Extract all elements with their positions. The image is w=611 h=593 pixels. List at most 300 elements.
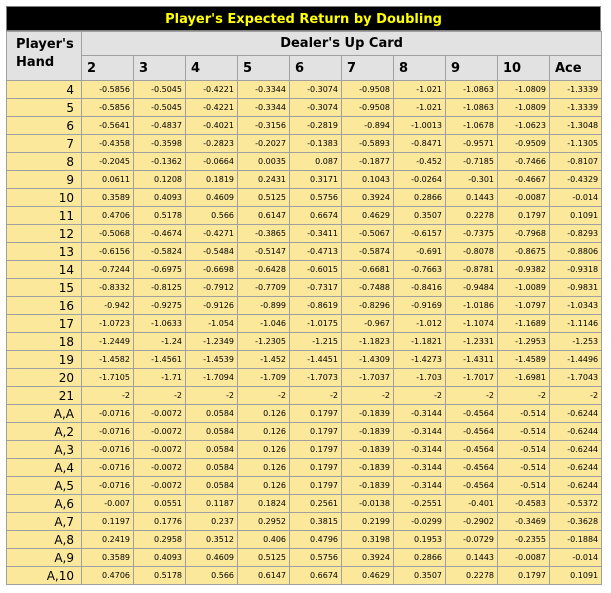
return-value-cell: 0.1797: [498, 567, 550, 585]
return-value-cell: 0.4609: [186, 549, 238, 567]
return-value-cell: -0.1877: [342, 153, 394, 171]
return-value-cell: 0.1043: [342, 171, 394, 189]
table-row: [7, 225, 602, 243]
player-hand-label: 19: [7, 351, 82, 369]
return-value-cell: 0.5178: [134, 567, 186, 585]
return-value-cell: -0.3144: [394, 477, 446, 495]
return-value-cell: -0.3865: [238, 225, 290, 243]
return-value-cell: 0.1797: [290, 405, 342, 423]
return-value-cell: 0.6147: [238, 207, 290, 225]
return-value-cell: 0.126: [238, 477, 290, 495]
return-value-cell: 0.2958: [134, 531, 186, 549]
column-header: 9: [446, 56, 498, 81]
return-value-cell: -0.3144: [394, 405, 446, 423]
return-value-cell: -0.4221: [186, 81, 238, 99]
table-body: [7, 81, 602, 585]
return-value-cell: -0.8619: [290, 297, 342, 315]
table-row: [7, 207, 602, 225]
return-value-cell: 0.1187: [186, 495, 238, 513]
return-value-cell: 0.1797: [290, 477, 342, 495]
return-value-cell: -0.9275: [134, 297, 186, 315]
player-hand-label: 15: [7, 279, 82, 297]
return-value-cell: -0.9508: [342, 81, 394, 99]
return-value-cell: -0.6015: [290, 261, 342, 279]
player-hand-label: A,9: [7, 549, 82, 567]
table-row: [7, 135, 602, 153]
return-value-cell: -1.2449: [82, 333, 134, 351]
return-value-cell: -0.301: [446, 171, 498, 189]
return-value-cell: -0.9318: [550, 261, 602, 279]
return-value-cell: -0.2551: [394, 495, 446, 513]
return-value-cell: -1.2953: [498, 333, 550, 351]
player-hand-label: 16: [7, 297, 82, 315]
return-value-cell: -1.6981: [498, 369, 550, 387]
return-value-cell: 0.3507: [394, 207, 446, 225]
return-value-cell: -0.2027: [238, 135, 290, 153]
return-value-cell: -1.7073: [290, 369, 342, 387]
column-header-row: [7, 56, 602, 81]
return-value-cell: -0.8125: [134, 279, 186, 297]
return-value-cell: -1.3048: [550, 117, 602, 135]
return-value-cell: 0.1797: [290, 441, 342, 459]
return-value-cell: -1.2349: [186, 333, 238, 351]
return-value-cell: -0.4674: [134, 225, 186, 243]
return-value-cell: -1.4309: [342, 351, 394, 369]
return-value-cell: 0.126: [238, 405, 290, 423]
column-header: 4: [186, 56, 238, 81]
return-value-cell: -0.3628: [550, 513, 602, 531]
return-value-cell: 0.2561: [290, 495, 342, 513]
return-value-cell: -1.253: [550, 333, 602, 351]
return-value-cell: 0.3589: [82, 189, 134, 207]
return-value-cell: -1.7017: [446, 369, 498, 387]
return-value-cell: -1.0797: [498, 297, 550, 315]
return-value-cell: 0.0611: [82, 171, 134, 189]
return-value-cell: -2: [550, 387, 602, 405]
player-hand-header: Player's Hand: [7, 32, 82, 81]
return-value-cell: -0.7709: [238, 279, 290, 297]
player-hand-label: 21: [7, 387, 82, 405]
return-value-cell: -0.7968: [498, 225, 550, 243]
return-value-cell: -0.4564: [446, 477, 498, 495]
return-value-cell: -0.514: [498, 441, 550, 459]
player-hand-label: 4: [7, 81, 82, 99]
return-value-cell: -0.3598: [134, 135, 186, 153]
return-value-cell: -1.0863: [446, 99, 498, 117]
return-value-cell: -0.4358: [82, 135, 134, 153]
return-value-cell: -0.8332: [82, 279, 134, 297]
return-value-cell: -0.401: [446, 495, 498, 513]
return-value-cell: 0.3198: [342, 531, 394, 549]
return-value-cell: -1.0186: [446, 297, 498, 315]
player-hand-label: A,2: [7, 423, 82, 441]
return-value-cell: -0.4564: [446, 441, 498, 459]
table-row: [7, 567, 602, 585]
table-row: [7, 495, 602, 513]
return-value-cell: -0.8416: [394, 279, 446, 297]
return-value-cell: -0.1839: [342, 441, 394, 459]
player-hand-label: A,6: [7, 495, 82, 513]
return-value-cell: -0.9509: [498, 135, 550, 153]
table-row: [7, 369, 602, 387]
return-value-cell: -0.4221: [186, 99, 238, 117]
return-value-cell: -0.7466: [498, 153, 550, 171]
return-value-cell: -1.0089: [498, 279, 550, 297]
return-value-cell: -1.0863: [446, 81, 498, 99]
return-value-cell: 0.2866: [394, 549, 446, 567]
dealer-up-card-header: Dealer's Up Card: [82, 32, 602, 56]
table-row: [7, 243, 602, 261]
return-value-cell: -0.3144: [394, 441, 446, 459]
return-value-cell: 0.126: [238, 441, 290, 459]
return-value-cell: 0.6674: [290, 567, 342, 585]
return-value-cell: -0.0072: [134, 459, 186, 477]
return-value-cell: -0.007: [82, 495, 134, 513]
return-value-cell: -1.0633: [134, 315, 186, 333]
return-value-cell: -0.0072: [134, 441, 186, 459]
return-value-cell: 0.4093: [134, 189, 186, 207]
table-row: [7, 459, 602, 477]
return-value-cell: 0.237: [186, 513, 238, 531]
player-hand-label: 10: [7, 189, 82, 207]
return-value-cell: -0.7185: [446, 153, 498, 171]
return-value-cell: -1.0623: [498, 117, 550, 135]
return-value-cell: 0.0584: [186, 459, 238, 477]
player-hand-label: A,A: [7, 405, 82, 423]
return-value-cell: -2: [82, 387, 134, 405]
return-value-cell: -0.691: [394, 243, 446, 261]
return-value-cell: -0.1884: [550, 531, 602, 549]
return-value-cell: -0.8781: [446, 261, 498, 279]
player-hand-label: 12: [7, 225, 82, 243]
return-value-cell: 0.1953: [394, 531, 446, 549]
column-header: 10: [498, 56, 550, 81]
player-hand-label: 8: [7, 153, 82, 171]
return-value-cell: -0.3344: [238, 99, 290, 117]
player-hand-label: A,8: [7, 531, 82, 549]
return-value-cell: 0.0584: [186, 405, 238, 423]
return-value-cell: -1.021: [394, 99, 446, 117]
return-value-cell: -0.2823: [186, 135, 238, 153]
player-hand-label: 13: [7, 243, 82, 261]
return-value-cell: -0.967: [342, 315, 394, 333]
return-value-cell: -0.0716: [82, 441, 134, 459]
return-value-cell: -0.514: [498, 405, 550, 423]
table-row: [7, 477, 602, 495]
return-value-cell: 0.3924: [342, 549, 394, 567]
return-value-cell: -1.4539: [186, 351, 238, 369]
return-value-cell: -1.4451: [290, 351, 342, 369]
table-row: [7, 117, 602, 135]
return-value-cell: -0.5372: [550, 495, 602, 513]
return-value-cell: 0.5125: [238, 549, 290, 567]
return-value-cell: -0.4564: [446, 459, 498, 477]
return-value-cell: -1.1823: [342, 333, 394, 351]
return-value-cell: 0.2431: [238, 171, 290, 189]
return-value-cell: -0.0664: [186, 153, 238, 171]
return-value-cell: -0.4021: [186, 117, 238, 135]
return-value-cell: 0.3512: [186, 531, 238, 549]
return-value-cell: -0.4564: [446, 405, 498, 423]
return-value-cell: -0.014: [550, 549, 602, 567]
return-value-cell: 0.2278: [446, 207, 498, 225]
return-value-cell: -0.6681: [342, 261, 394, 279]
return-value-cell: -0.5068: [82, 225, 134, 243]
return-value-cell: -1.1074: [446, 315, 498, 333]
return-value-cell: 0.126: [238, 423, 290, 441]
return-value-cell: -0.452: [394, 153, 446, 171]
table-title: Player's Expected Return by Doubling: [6, 6, 601, 31]
return-value-cell: -0.6244: [550, 441, 602, 459]
return-value-cell: -1.71: [134, 369, 186, 387]
return-value-cell: 0.1797: [290, 459, 342, 477]
return-value-cell: 0.0035: [238, 153, 290, 171]
table-row: [7, 513, 602, 531]
return-value-cell: -1.4496: [550, 351, 602, 369]
return-value-cell: 0.566: [186, 207, 238, 225]
return-value-cell: -0.3074: [290, 99, 342, 117]
return-value-cell: 0.3815: [290, 513, 342, 531]
player-hand-label: 20: [7, 369, 82, 387]
column-header: 6: [290, 56, 342, 81]
return-value-cell: -0.1362: [134, 153, 186, 171]
table-row: [7, 297, 602, 315]
return-value-cell: -0.0729: [446, 531, 498, 549]
return-value-cell: -0.5147: [238, 243, 290, 261]
return-value-cell: -0.942: [82, 297, 134, 315]
return-value-cell: -0.2819: [290, 117, 342, 135]
return-value-cell: 0.4629: [342, 207, 394, 225]
table-row: [7, 315, 602, 333]
return-value-cell: -0.3144: [394, 423, 446, 441]
table-row: [7, 279, 602, 297]
player-hand-label: 18: [7, 333, 82, 351]
return-value-cell: -0.9508: [342, 99, 394, 117]
table-row: [7, 405, 602, 423]
return-value-cell: 0.0584: [186, 423, 238, 441]
table-row: [7, 423, 602, 441]
return-value-cell: 0.0584: [186, 477, 238, 495]
table-row: [7, 387, 602, 405]
return-value-cell: -0.9382: [498, 261, 550, 279]
return-value-cell: -0.7244: [82, 261, 134, 279]
return-value-cell: 0.566: [186, 567, 238, 585]
return-value-cell: -0.6975: [134, 261, 186, 279]
return-value-cell: 0.2199: [342, 513, 394, 531]
return-value-cell: -0.4583: [498, 495, 550, 513]
return-value-cell: -1.2331: [446, 333, 498, 351]
return-value-cell: -0.514: [498, 423, 550, 441]
return-value-cell: -2: [238, 387, 290, 405]
return-value-cell: -0.514: [498, 477, 550, 495]
column-header: 2: [82, 56, 134, 81]
return-value-cell: -0.4837: [134, 117, 186, 135]
return-value-cell: 0.1819: [186, 171, 238, 189]
return-value-cell: -1.054: [186, 315, 238, 333]
return-value-cell: -0.5045: [134, 99, 186, 117]
return-value-cell: 0.6147: [238, 567, 290, 585]
return-value-cell: 0.3507: [394, 567, 446, 585]
return-value-cell: 0.2952: [238, 513, 290, 531]
return-value-cell: -0.4713: [290, 243, 342, 261]
return-value-cell: -0.0716: [82, 405, 134, 423]
return-value-cell: 0.1824: [238, 495, 290, 513]
return-value-cell: -0.1839: [342, 423, 394, 441]
return-value-cell: -0.1839: [342, 459, 394, 477]
return-value-cell: 0.4093: [134, 549, 186, 567]
return-value-cell: -0.7912: [186, 279, 238, 297]
return-value-cell: 0.1091: [550, 207, 602, 225]
return-value-cell: 0.1443: [446, 549, 498, 567]
return-value-cell: -1.1146: [550, 315, 602, 333]
return-value-cell: -1.3339: [550, 81, 602, 99]
return-value-cell: -0.0072: [134, 477, 186, 495]
return-value-cell: -0.8296: [342, 297, 394, 315]
player-hand-label: 11: [7, 207, 82, 225]
return-value-cell: -0.5856: [82, 99, 134, 117]
return-value-cell: -1.021: [394, 81, 446, 99]
table-row: [7, 99, 602, 117]
return-value-cell: -0.899: [238, 297, 290, 315]
return-value-cell: -0.0087: [498, 189, 550, 207]
return-value-cell: -1.046: [238, 315, 290, 333]
return-value-cell: -0.2902: [446, 513, 498, 531]
return-value-cell: -0.8675: [498, 243, 550, 261]
return-value-cell: -0.0716: [82, 459, 134, 477]
return-value-cell: 0.4609: [186, 189, 238, 207]
table-row: [7, 441, 602, 459]
return-value-cell: -0.5045: [134, 81, 186, 99]
return-value-cell: -0.5856: [82, 81, 134, 99]
return-value-cell: -0.7317: [290, 279, 342, 297]
return-value-cell: -1.0013: [394, 117, 446, 135]
return-value-cell: 0.1091: [550, 567, 602, 585]
return-value-cell: -2: [186, 387, 238, 405]
return-value-cell: -0.9169: [394, 297, 446, 315]
return-value-cell: -0.014: [550, 189, 602, 207]
return-value-cell: -0.6157: [394, 225, 446, 243]
expected-return-table-container: [6, 6, 601, 585]
return-value-cell: 0.4706: [82, 207, 134, 225]
return-value-cell: -0.9126: [186, 297, 238, 315]
return-value-cell: -1.0678: [446, 117, 498, 135]
return-value-cell: -0.0072: [134, 423, 186, 441]
return-value-cell: -0.3469: [498, 513, 550, 531]
return-value-cell: 0.4796: [290, 531, 342, 549]
return-value-cell: 0.2278: [446, 567, 498, 585]
return-value-cell: -0.1383: [290, 135, 342, 153]
column-header: 3: [134, 56, 186, 81]
return-value-cell: -0.7375: [446, 225, 498, 243]
return-value-cell: -0.0138: [342, 495, 394, 513]
column-header: Ace: [550, 56, 602, 81]
return-value-cell: -1.0809: [498, 81, 550, 99]
return-value-cell: -2: [446, 387, 498, 405]
return-value-cell: -0.6698: [186, 261, 238, 279]
table-row: [7, 189, 602, 207]
return-value-cell: -1.3339: [550, 99, 602, 117]
return-value-cell: -0.6244: [550, 477, 602, 495]
return-value-cell: -1.1821: [394, 333, 446, 351]
table-row: [7, 171, 602, 189]
return-value-cell: -0.3074: [290, 81, 342, 99]
return-value-cell: -1.0723: [82, 315, 134, 333]
return-value-cell: 0.1797: [290, 423, 342, 441]
return-value-cell: -0.5484: [186, 243, 238, 261]
return-value-cell: -1.7094: [186, 369, 238, 387]
return-value-cell: 0.0584: [186, 441, 238, 459]
player-hand-label: 14: [7, 261, 82, 279]
return-value-cell: -1.4273: [394, 351, 446, 369]
return-value-cell: 0.1208: [134, 171, 186, 189]
table-row: [7, 531, 602, 549]
table-row: [7, 351, 602, 369]
return-value-cell: -0.5824: [134, 243, 186, 261]
return-value-cell: 0.2866: [394, 189, 446, 207]
table-row: [7, 549, 602, 567]
return-value-cell: -1.24: [134, 333, 186, 351]
table-row: [7, 153, 602, 171]
return-value-cell: -1.703: [394, 369, 446, 387]
return-value-cell: -0.3344: [238, 81, 290, 99]
return-value-cell: -1.7043: [550, 369, 602, 387]
return-value-cell: -0.8471: [394, 135, 446, 153]
return-value-cell: -1.1305: [550, 135, 602, 153]
return-value-cell: -2: [342, 387, 394, 405]
return-value-cell: -0.0716: [82, 477, 134, 495]
return-value-cell: 0.5178: [134, 207, 186, 225]
return-value-cell: -0.7663: [394, 261, 446, 279]
return-value-cell: -0.4667: [498, 171, 550, 189]
return-value-cell: -0.0264: [394, 171, 446, 189]
player-hand-label: A,5: [7, 477, 82, 495]
return-value-cell: -0.6428: [238, 261, 290, 279]
return-value-cell: -2: [134, 387, 186, 405]
return-value-cell: -2: [394, 387, 446, 405]
return-value-cell: 0.406: [238, 531, 290, 549]
return-value-cell: 0.3924: [342, 189, 394, 207]
return-value-cell: 0.5125: [238, 189, 290, 207]
return-value-cell: 0.0551: [134, 495, 186, 513]
return-value-cell: -0.894: [342, 117, 394, 135]
return-value-cell: -0.3144: [394, 459, 446, 477]
return-value-cell: -0.6244: [550, 459, 602, 477]
return-value-cell: -0.4564: [446, 423, 498, 441]
return-value-cell: -0.9831: [550, 279, 602, 297]
return-value-cell: -0.3411: [290, 225, 342, 243]
table-row: [7, 81, 602, 99]
return-value-cell: -0.0087: [498, 549, 550, 567]
player-hand-label: A,7: [7, 513, 82, 531]
return-value-cell: 0.6674: [290, 207, 342, 225]
return-value-cell: -0.8806: [550, 243, 602, 261]
return-value-cell: 0.1443: [446, 189, 498, 207]
player-hand-label: 7: [7, 135, 82, 153]
return-value-cell: 0.2419: [82, 531, 134, 549]
return-value-cell: -1.0175: [290, 315, 342, 333]
return-value-cell: -0.514: [498, 459, 550, 477]
return-value-cell: -1.1689: [498, 315, 550, 333]
return-value-cell: -2: [290, 387, 342, 405]
return-value-cell: -0.2045: [82, 153, 134, 171]
return-value-cell: -0.1839: [342, 477, 394, 495]
return-value-cell: -1.4589: [498, 351, 550, 369]
return-value-cell: -0.3156: [238, 117, 290, 135]
return-value-cell: -0.5067: [342, 225, 394, 243]
expected-return-table: [6, 31, 602, 585]
return-value-cell: -0.9484: [446, 279, 498, 297]
return-value-cell: -1.0343: [550, 297, 602, 315]
